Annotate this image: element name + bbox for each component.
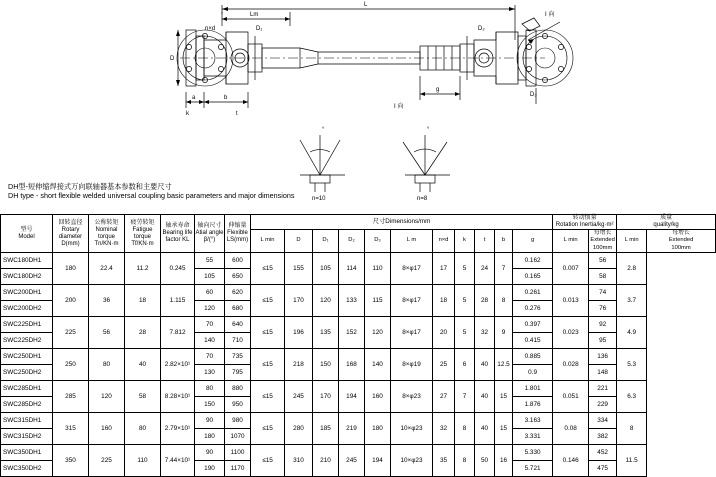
cell-d3: 160 bbox=[365, 381, 391, 413]
cell-d2: 194 bbox=[339, 381, 365, 413]
cell-fatigue-torque: 11.2 bbox=[125, 253, 161, 285]
cell-flexible: 130 bbox=[195, 365, 225, 381]
cell-mass-ext: 11.5 bbox=[617, 445, 647, 477]
cell-mass: 229 bbox=[589, 397, 617, 413]
subheader: L min bbox=[617, 230, 647, 253]
table-row bbox=[1, 445, 716, 461]
header-nominal: 公称转矩 Nominal torque Tn/KN·m bbox=[89, 215, 125, 253]
header-inertia: 转动惯量 Rotation Inertia/kg·m² bbox=[553, 215, 617, 230]
label-lm: Lm bbox=[250, 12, 259, 18]
subheader: n×d bbox=[433, 230, 455, 253]
technical-drawing bbox=[0, 0, 716, 206]
cell-mass: 475 bbox=[589, 461, 617, 477]
cell-mass: 148 bbox=[589, 365, 617, 381]
label-d2: D₂ bbox=[478, 26, 485, 32]
cell-model: SWC285DH2 bbox=[1, 397, 53, 413]
cell-diameter: 285 bbox=[53, 381, 89, 413]
cell-d: 245 bbox=[285, 381, 313, 413]
cell-k: 35 bbox=[433, 445, 455, 477]
cell-g: 15 bbox=[495, 413, 513, 445]
cell-flexible: 150 bbox=[195, 397, 225, 413]
cell-bearing-life: 8.28×10¹ bbox=[161, 381, 195, 413]
cell-nxd: 10×φ23 bbox=[391, 445, 433, 477]
table-body bbox=[1, 215, 716, 477]
cell-axial-angle: ≤15 bbox=[251, 317, 285, 349]
header-axial: 轴向尺寸 Atial angle β/(°) bbox=[195, 215, 225, 253]
cell-axial-angle: ≤15 bbox=[251, 349, 285, 381]
cell-d1: 105 bbox=[313, 253, 339, 285]
cell-axial-angle: ≤15 bbox=[251, 445, 285, 477]
cell-bearing-life: 2.82×10¹ bbox=[161, 349, 195, 381]
cell-nxd: 8×φ23 bbox=[391, 381, 433, 413]
cell-d3: 140 bbox=[365, 349, 391, 381]
cell-k: 32 bbox=[433, 413, 455, 445]
cell-mass: 334 bbox=[589, 413, 617, 429]
drawing-svg bbox=[0, 0, 716, 206]
cell-g: 15 bbox=[495, 381, 513, 413]
cell-diameter: 200 bbox=[53, 285, 89, 317]
cell-k: 20 bbox=[433, 317, 455, 349]
cell-inertia: 0.261 bbox=[513, 285, 553, 301]
header-model: 型号 Model bbox=[1, 215, 53, 253]
cell-k: 17 bbox=[433, 253, 455, 285]
cell-inertia: 5.330 bbox=[513, 445, 553, 461]
label-a: a bbox=[192, 95, 196, 101]
cell-lmin: 980 bbox=[225, 413, 251, 429]
cell-model: SWC180DH2 bbox=[1, 269, 53, 285]
cell-nominal-torque: 36 bbox=[89, 285, 125, 317]
cell-t: 5 bbox=[455, 317, 475, 349]
table-row bbox=[1, 349, 716, 365]
table-row bbox=[1, 253, 716, 269]
cell-diameter: 250 bbox=[53, 349, 89, 381]
cell-mass-ext: 5.3 bbox=[617, 349, 647, 381]
cell-mass: 58 bbox=[589, 269, 617, 285]
cell-inertia-ext: 0.08 bbox=[553, 413, 589, 445]
cell-model: SWC250DH2 bbox=[1, 365, 53, 381]
cell-b: 40 bbox=[475, 349, 495, 381]
label-n8: n=8 bbox=[417, 196, 428, 202]
cell-nxd: 8×φ19 bbox=[391, 349, 433, 381]
cell-bearing-life: 7.812 bbox=[161, 317, 195, 349]
cell-k: 18 bbox=[433, 285, 455, 317]
cell-d1: 210 bbox=[313, 445, 339, 477]
cell-mass: 92 bbox=[589, 317, 617, 333]
cell-g: 16 bbox=[495, 445, 513, 477]
cell-mass: 136 bbox=[589, 349, 617, 365]
cell-flexible: 70 bbox=[195, 317, 225, 333]
cell-mass-ext: 4.9 bbox=[617, 317, 647, 349]
cell-nominal-torque: 22.4 bbox=[89, 253, 125, 285]
subheader: L m bbox=[391, 230, 433, 253]
cell-d1: 135 bbox=[313, 317, 339, 349]
cell-model: SWC315DH2 bbox=[1, 429, 53, 445]
cell-inertia: 0.276 bbox=[513, 301, 553, 317]
cell-lmin: 795 bbox=[225, 365, 251, 381]
cell-d2: 245 bbox=[339, 445, 365, 477]
label-view2: I 向 bbox=[394, 104, 404, 110]
cell-d: 170 bbox=[285, 285, 313, 317]
cell-d2: 219 bbox=[339, 413, 365, 445]
cell-g: 7 bbox=[495, 253, 513, 285]
subheader: D₁ bbox=[313, 230, 339, 253]
cell-nominal-torque: 160 bbox=[89, 413, 125, 445]
cell-bearing-life: 7.44×10¹ bbox=[161, 445, 195, 477]
cell-t: 5 bbox=[455, 285, 475, 317]
cell-b: 50 bbox=[475, 445, 495, 477]
cell-inertia-ext: 0.013 bbox=[553, 285, 589, 317]
cell-flexible: 60 bbox=[195, 285, 225, 301]
cell-d1: 170 bbox=[313, 381, 339, 413]
cell-inertia: 3.163 bbox=[513, 413, 553, 429]
cell-t: 8 bbox=[455, 413, 475, 445]
label-k: k bbox=[186, 111, 189, 117]
cell-g: 12.5 bbox=[495, 349, 513, 381]
cell-lmin: 710 bbox=[225, 333, 251, 349]
figure-caption bbox=[8, 182, 294, 200]
cell-d2: 114 bbox=[339, 253, 365, 285]
cell-flexible: 90 bbox=[195, 445, 225, 461]
label-d1: D₁ bbox=[256, 26, 263, 32]
cell-flexible: 190 bbox=[195, 461, 225, 477]
cell-d: 155 bbox=[285, 253, 313, 285]
subheader: t bbox=[475, 230, 495, 253]
cell-lmin: 640 bbox=[225, 317, 251, 333]
cell-inertia-ext: 0.146 bbox=[553, 445, 589, 477]
label-view: I 向 bbox=[545, 12, 555, 18]
cell-mass-ext: 2.8 bbox=[617, 253, 647, 285]
cell-lmin: 1070 bbox=[225, 429, 251, 445]
cell-d3: 110 bbox=[365, 253, 391, 285]
cell-lmin: 1170 bbox=[225, 461, 251, 477]
table-row bbox=[1, 381, 716, 397]
cell-flexible: 80 bbox=[195, 381, 225, 397]
cell-flexible: 140 bbox=[195, 333, 225, 349]
cell-mass: 382 bbox=[589, 429, 617, 445]
cell-flexible: 120 bbox=[195, 301, 225, 317]
cell-lmin: 600 bbox=[225, 253, 251, 269]
parameters-table bbox=[0, 214, 716, 477]
cell-mass: 56 bbox=[589, 253, 617, 269]
label-g: g bbox=[436, 87, 440, 93]
label-nd: n×d bbox=[205, 26, 216, 32]
cell-d: 196 bbox=[285, 317, 313, 349]
cell-flexible: 70 bbox=[195, 349, 225, 365]
cell-lmin: 680 bbox=[225, 301, 251, 317]
caption-en: DH type - short flexible welded universal coupling basic parameters and major dimensions bbox=[8, 191, 295, 200]
header-quality: 质量 quality/kg bbox=[617, 215, 716, 230]
cell-inertia-ext: 0.028 bbox=[553, 349, 589, 381]
cell-flexible: 180 bbox=[195, 429, 225, 445]
header-bearing: 轴承寿命 Bearing life factor KL bbox=[161, 215, 195, 253]
cell-t: 7 bbox=[455, 381, 475, 413]
subheader: L min bbox=[553, 230, 589, 253]
cell-mass: 452 bbox=[589, 445, 617, 461]
cell-fatigue-torque: 40 bbox=[125, 349, 161, 381]
subheader: k bbox=[455, 230, 475, 253]
label-deg-right: ° bbox=[427, 127, 430, 133]
cell-mass: 221 bbox=[589, 381, 617, 397]
cell-d: 280 bbox=[285, 413, 313, 445]
cell-axial-angle: ≤15 bbox=[251, 285, 285, 317]
label-l: L bbox=[364, 2, 368, 8]
cell-fatigue-torque: 110 bbox=[125, 445, 161, 477]
cell-d1: 120 bbox=[313, 285, 339, 317]
cell-inertia: 1.876 bbox=[513, 397, 553, 413]
cell-d: 218 bbox=[285, 349, 313, 381]
subheader: b bbox=[495, 230, 513, 253]
subheader: g bbox=[513, 230, 553, 253]
table-row bbox=[1, 317, 716, 333]
cell-nominal-torque: 80 bbox=[89, 349, 125, 381]
label-d3: D₃ bbox=[530, 92, 537, 98]
cell-lmin: 620 bbox=[225, 285, 251, 301]
cell-b: 40 bbox=[475, 413, 495, 445]
cell-b: 24 bbox=[475, 253, 495, 285]
label-t: t bbox=[236, 111, 238, 117]
cell-nominal-torque: 56 bbox=[89, 317, 125, 349]
cell-model: SWC350DH2 bbox=[1, 461, 53, 477]
cell-diameter: 315 bbox=[53, 413, 89, 445]
cell-inertia: 0.397 bbox=[513, 317, 553, 333]
cell-model: SWC200DH1 bbox=[1, 285, 53, 301]
cell-fatigue-torque: 58 bbox=[125, 381, 161, 413]
cell-model: SWC200DH2 bbox=[1, 301, 53, 317]
cell-model: SWC285DH1 bbox=[1, 381, 53, 397]
cell-model: SWC250DH1 bbox=[1, 349, 53, 365]
cell-model: SWC315DH1 bbox=[1, 413, 53, 429]
cell-d3: 180 bbox=[365, 413, 391, 445]
cell-model: SWC225DH2 bbox=[1, 333, 53, 349]
cell-mass-ext: 6.3 bbox=[617, 381, 647, 413]
cell-inertia: 1.801 bbox=[513, 381, 553, 397]
caption-cn: DH型-短伸缩焊接式万向联轴器基本参数和主要尺寸 bbox=[8, 182, 172, 191]
cell-mass-ext: 8 bbox=[617, 413, 647, 445]
cell-inertia: 0.162 bbox=[513, 253, 553, 269]
label-b: b bbox=[224, 95, 228, 101]
cell-b: 28 bbox=[475, 285, 495, 317]
cell-bearing-life: 1.115 bbox=[161, 285, 195, 317]
cell-lmin: 950 bbox=[225, 397, 251, 413]
table-header-row bbox=[1, 215, 716, 230]
header-flexible: 伸缩量 Flexible LS(mm) bbox=[225, 215, 251, 253]
subheader: 每增长 Extended 100mm bbox=[647, 230, 716, 253]
cell-inertia: 0.415 bbox=[513, 333, 553, 349]
cell-k: 25 bbox=[433, 349, 455, 381]
cell-inertia: 0.885 bbox=[513, 349, 553, 365]
subheader: L min bbox=[251, 230, 285, 253]
subheader: D₃ bbox=[365, 230, 391, 253]
cell-nominal-torque: 225 bbox=[89, 445, 125, 477]
cell-d1: 185 bbox=[313, 413, 339, 445]
cell-inertia: 5.721 bbox=[513, 461, 553, 477]
cell-d3: 120 bbox=[365, 317, 391, 349]
cell-mass: 74 bbox=[589, 285, 617, 301]
cell-inertia-ext: 0.023 bbox=[553, 317, 589, 349]
cell-mass-ext: 3.7 bbox=[617, 285, 647, 317]
cell-d: 310 bbox=[285, 445, 313, 477]
subheader: 每增长 Extended 100mm bbox=[590, 230, 615, 251]
cell-model: SWC350DH1 bbox=[1, 445, 53, 461]
cell-nominal-torque: 120 bbox=[89, 381, 125, 413]
cell-t: 8 bbox=[455, 445, 475, 477]
cell-b: 40 bbox=[475, 381, 495, 413]
header-rotary: 回转直径 Rotary diameter D(mm) bbox=[53, 215, 89, 253]
cell-t: 5 bbox=[455, 253, 475, 285]
cell-axial-angle: ≤15 bbox=[251, 253, 285, 285]
cell-lmin: 650 bbox=[225, 269, 251, 285]
label-n10: n=10 bbox=[312, 196, 326, 202]
cell-k: 27 bbox=[433, 381, 455, 413]
header-dimensions: 尺寸Dimensions/mm bbox=[251, 215, 553, 230]
cell-bearing-life: 0.245 bbox=[161, 253, 195, 285]
cell-nxd: 8×φ17 bbox=[391, 253, 433, 285]
cell-inertia-ext: 0.051 bbox=[553, 381, 589, 413]
subheader: D₂ bbox=[339, 230, 365, 253]
cell-model: SWC180DH1 bbox=[1, 253, 53, 269]
cell-b: 32 bbox=[475, 317, 495, 349]
cell-axial-angle: ≤15 bbox=[251, 381, 285, 413]
cell-inertia: 0.165 bbox=[513, 269, 553, 285]
cell-d2: 133 bbox=[339, 285, 365, 317]
header-fatigue: 疲劳转矩 Fatigue torque Tf/KN·m bbox=[125, 215, 161, 253]
parameters-table-wrap bbox=[0, 214, 716, 477]
cell-diameter: 225 bbox=[53, 317, 89, 349]
cell-flexible: 55 bbox=[195, 253, 225, 269]
cell-diameter: 180 bbox=[53, 253, 89, 285]
cell-bearing-life: 2.79×10¹ bbox=[161, 413, 195, 445]
cell-g: 8 bbox=[495, 285, 513, 317]
cell-diameter: 350 bbox=[53, 445, 89, 477]
cell-inertia: 3.331 bbox=[513, 429, 553, 445]
cell-fatigue-torque: 80 bbox=[125, 413, 161, 445]
cell-mass: 76 bbox=[589, 301, 617, 317]
table-row bbox=[1, 285, 716, 301]
cell-g: 9 bbox=[495, 317, 513, 349]
cell-flexible: 90 bbox=[195, 413, 225, 429]
cell-lmin: 1100 bbox=[225, 445, 251, 461]
cell-d3: 194 bbox=[365, 445, 391, 477]
cell-model: SWC225DH1 bbox=[1, 317, 53, 333]
cell-d3: 115 bbox=[365, 285, 391, 317]
label-deg-left: ° bbox=[322, 127, 325, 133]
table-row bbox=[1, 413, 716, 429]
cell-nxd: 10×φ23 bbox=[391, 413, 433, 445]
cell-fatigue-torque: 18 bbox=[125, 285, 161, 317]
cell-lmin: 880 bbox=[225, 381, 251, 397]
cell-fatigue-torque: 28 bbox=[125, 317, 161, 349]
cell-t: 6 bbox=[455, 349, 475, 381]
cell-mass: 95 bbox=[589, 333, 617, 349]
cell-d1: 150 bbox=[313, 349, 339, 381]
cell-d2: 152 bbox=[339, 317, 365, 349]
subheader: D bbox=[285, 230, 313, 253]
cell-inertia: 0.9 bbox=[513, 365, 553, 381]
cell-lmin: 735 bbox=[225, 349, 251, 365]
cell-inertia-ext: 0.007 bbox=[553, 253, 589, 285]
cell-flexible: 105 bbox=[195, 269, 225, 285]
cell-nxd: 8×φ17 bbox=[391, 317, 433, 349]
cell-nxd: 8×φ17 bbox=[391, 285, 433, 317]
label-d: D bbox=[170, 56, 175, 62]
cell-d2: 168 bbox=[339, 349, 365, 381]
cell-axial-angle: ≤15 bbox=[251, 413, 285, 445]
